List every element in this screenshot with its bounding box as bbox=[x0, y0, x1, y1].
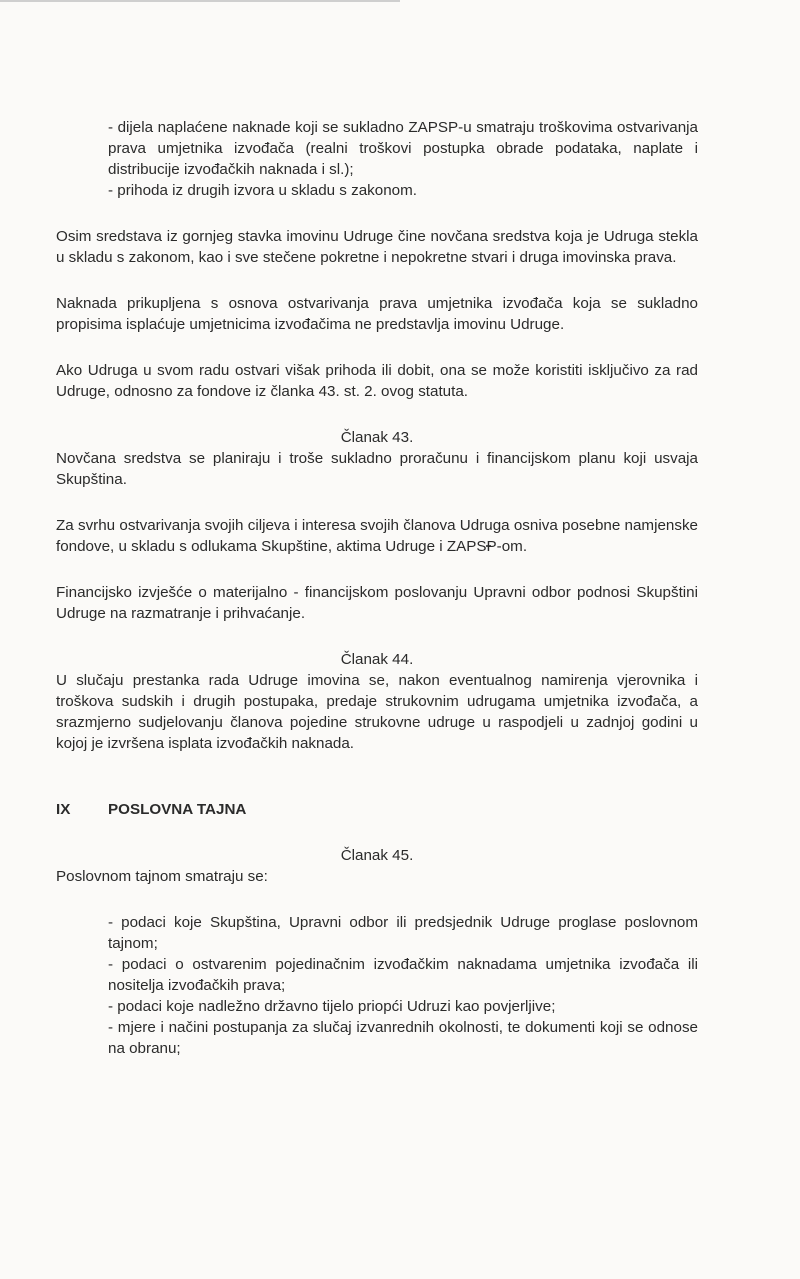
paragraph: Osim sredstava iz gornjeg stavka imovinu Udruge čine novčana sredstva koja je Udruga stekla u skladu s zakonom, kao i sve stečene pokretne i nepokretne stvari i druga imovinska prava. bbox=[56, 228, 698, 266]
list-item: - podaci koje Skupština, Upravni odbor ili predsjednik Udruge proglase poslovnom tajnom; bbox=[108, 914, 698, 952]
paragraph: Za svrhu ostvarivanja svojih ciljeva i interesa svojih članova Udruga osniva posebne namjenske fondove, u skladu s odlukama Skupštine, aktima Udruge i ZAPSP-om. bbox=[56, 517, 698, 555]
article-45-title: Članak 45. bbox=[340, 847, 414, 864]
list-item: - dijela naplaćene naknade koji se sukladno ZAPSP-u smatraju troškovima ostvarivanja prava umjetnika izvođača (realni troškovi postupka obrade podataka, naplate i distribucije izvođačkih naknada i sl.); bbox=[108, 119, 698, 178]
article-43-title: Članak 43. bbox=[340, 429, 414, 446]
list-item: - mjere i načini postupanja za slučaj izvanrednih okolnosti, te dokumenti koji se odnose na obranu; bbox=[108, 1019, 698, 1057]
section-number: IX bbox=[56, 801, 71, 818]
article-44-title: Članak 44. bbox=[340, 651, 414, 668]
paragraph: Poslovnom tajnom smatraju se: bbox=[56, 868, 268, 885]
paragraph: Novčana sredstva se planiraju i troše sukladno proračunu i financijskom planu koji usvaja Skupština. bbox=[56, 450, 698, 488]
list-item: - podaci koje nadležno državno tijelo priopći Udruzi kao povjerljive; bbox=[108, 998, 556, 1015]
section-heading bbox=[56, 799, 698, 820]
paragraph: Financijsko izvješće o materijalno - financijskom poslovanju Upravni odbor podnosi Skupštini Udruge na razmatranje i prihvaćanje. bbox=[56, 584, 698, 622]
section-title: POSLOVNA TAJNA bbox=[108, 801, 247, 818]
document-page bbox=[56, 117, 698, 1059]
page-top-edge bbox=[0, 0, 400, 2]
paragraph: Naknada prikupljena s osnova ostvarivanja prava umjetnika izvođača koja se sukladno propisima isplaćuje umjetnicima izvođačima ne predstavlja imovinu Udruge. bbox=[56, 295, 698, 333]
list-item: - prihoda iz drugih izvora u skladu s zakonom. bbox=[108, 182, 417, 199]
list-item: - podaci o ostvarenim pojedinačnim izvođačkim naknadama umjetnika izvođača ili nositelja izvođačkih prava; bbox=[108, 956, 698, 994]
paragraph: Ako Udruga u svom radu ostvari višak prihoda ili dobit, ona se može koristiti isključivo za rad Udruge, odnosno za fondove iz članka 43. st. 2. ovog statuta. bbox=[56, 362, 698, 400]
paragraph: U slučaju prestanka rada Udruge imovina se, nakon eventualnog namirenja vjerovnika i troškova sudskih i drugih postupaka, predaje strukovnim udrugama umjetnika izvođača, a srazmjerno sudjelovanju članova pojedine strukovne udruge u raspodjeli u zadnjoj godini u kojoj je izvršena isplata izvođačkih naknada. bbox=[56, 672, 698, 752]
